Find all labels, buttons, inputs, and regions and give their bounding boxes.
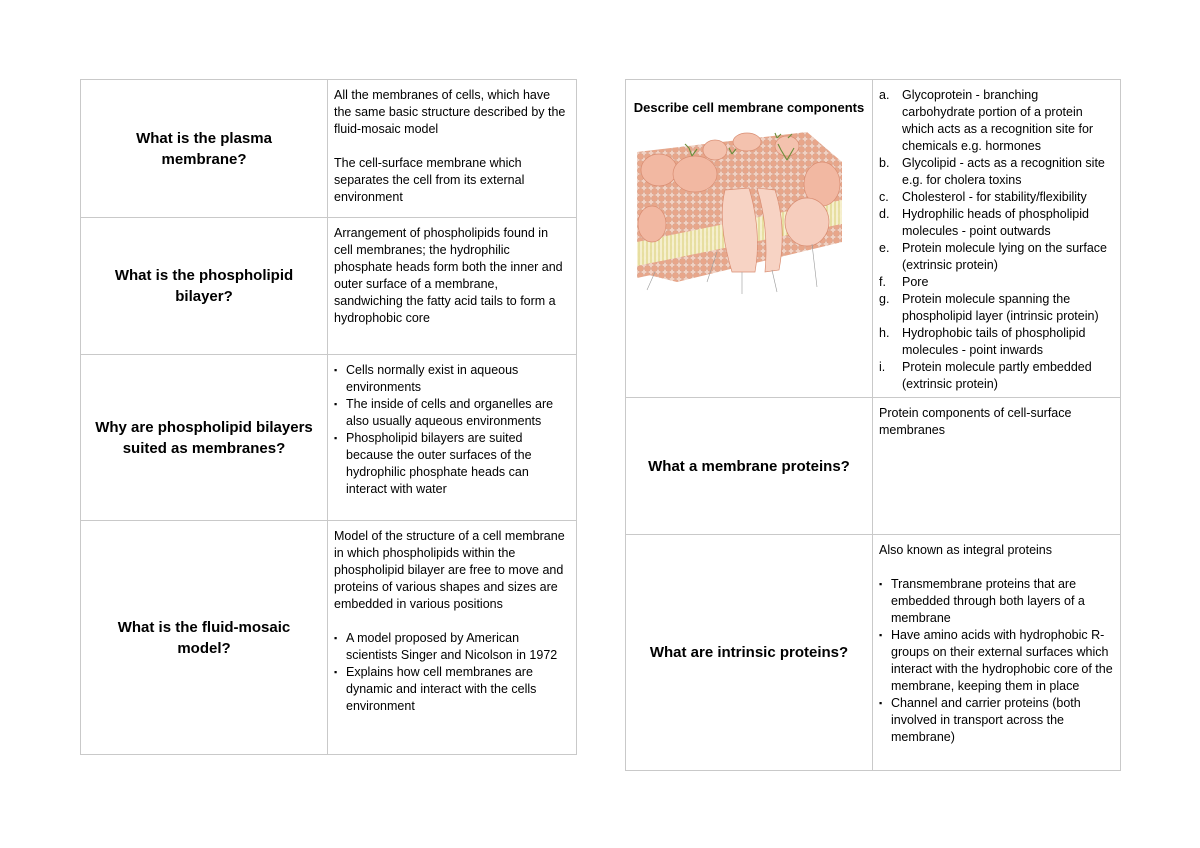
card-membrane-proteins <box>626 398 1121 535</box>
bullet-item: ▪ The inside of cells and organelles are also usually aqueous environments <box>334 396 570 430</box>
protein-blob <box>703 140 727 160</box>
bullet-list <box>334 362 570 498</box>
answer-membrane-proteins <box>873 398 1121 535</box>
item-text: Cholesterol - for stability/flexibility <box>902 190 1087 204</box>
card-intrinsic-proteins <box>626 535 1121 771</box>
answer-bilayer-suited <box>328 355 577 521</box>
component-item <box>879 240 1114 274</box>
card-plasma-membrane <box>81 80 577 218</box>
question-bilayer-suited: Why are phospholipid bilayers suited as membranes? <box>81 355 328 521</box>
component-item <box>879 155 1114 189</box>
item-marker: b. <box>879 156 890 170</box>
bullet-item: ▪ Phospholipid bilayers are suited because the outer surfaces of the hydrophilic phosphate heads can interact with water <box>334 430 570 498</box>
answer-fluid-mosaic <box>328 521 577 755</box>
component-item <box>879 291 1114 325</box>
components-answer <box>873 80 1121 398</box>
item-text: Glycolipid - acts as a recognition site e.g. for cholera toxins <box>902 156 1105 187</box>
protein-blob <box>673 156 717 192</box>
answer-intrinsic-proteins <box>873 535 1121 771</box>
answer-paragraph: Protein components of cell-surface membranes <box>879 406 1072 437</box>
item-text: Protein molecule spanning the phospholipid layer (intrinsic protein) <box>902 292 1099 323</box>
answer-plasma-membrane <box>328 80 577 218</box>
bullet-item: ▪ Have amino acids with hydrophobic R-groups on their external surfaces which interact with the hydrophobic core of the membrane, keeping them in place <box>879 627 1114 695</box>
card-phospholipid-bilayer <box>81 218 577 355</box>
item-text: Protein molecule lying on the surface (extrinsic protein) <box>902 241 1107 272</box>
item-marker: a. <box>879 88 890 102</box>
item-marker: i. <box>879 360 886 374</box>
left-flashcard-table <box>80 79 577 755</box>
bullet-item: ▪ A model proposed by American scientists Singer and Nicolson in 1972 <box>334 630 570 664</box>
component-item <box>879 87 1114 155</box>
bullet-item: ▪ Channel and carrier proteins (both involved in transport across the membrane) <box>879 695 1114 746</box>
bullet-item: ▪ Explains how cell membranes are dynamic and interact with the cells environment <box>334 664 570 715</box>
item-text: Glycoprotein - branching carbohydrate portion of a protein which acts as a recognition site for chemicals e.g. hormones <box>902 88 1094 153</box>
protein-blob <box>733 133 761 151</box>
item-marker: c. <box>879 190 889 204</box>
protein-blob <box>638 206 666 242</box>
protein-blob <box>641 154 677 186</box>
answer-paragraph: The cell-surface membrane which separates the cell from its external environment <box>334 156 525 204</box>
component-item <box>879 274 1114 291</box>
item-marker: f. <box>879 275 886 289</box>
question-fluid-mosaic: What is the fluid-mosaic model? <box>81 521 328 755</box>
item-marker: h. <box>879 326 890 340</box>
question-intrinsic-proteins: What are intrinsic proteins? <box>626 535 873 771</box>
component-item <box>879 325 1114 359</box>
right-flashcard-table <box>625 79 1121 771</box>
bullet-item: ▪ Transmembrane proteins that are embedded through both layers of a membrane <box>879 576 1114 627</box>
cell-membrane-diagram <box>637 132 842 294</box>
bullet-list <box>334 630 570 715</box>
component-item <box>879 206 1114 240</box>
component-list <box>879 87 1114 393</box>
component-item <box>879 359 1114 393</box>
item-marker: d. <box>879 207 890 221</box>
item-text: Pore <box>902 275 929 289</box>
question-membrane-components: Describe cell membrane components <box>633 100 865 115</box>
bullet-item: ▪ Cells normally exist in aqueous environments <box>334 362 570 396</box>
bullet-list <box>879 576 1114 746</box>
card-fluid-mosaic <box>81 521 577 755</box>
answer-paragraph: Also known as integral proteins <box>879 543 1053 557</box>
item-text: Protein molecule partly embedded (extrinsic protein) <box>902 360 1092 391</box>
card-membrane-components <box>626 80 1121 398</box>
item-text: Hydrophilic heads of phospholipid molecules - point outwards <box>902 207 1089 238</box>
item-marker: e. <box>879 241 890 255</box>
answer-paragraph: Arrangement of phospholipids found in cell membranes; the hydrophilic phosphate heads form both the inner and outer surface of a membrane, sandwiching the fatty acid tails to form a hydrophobic core <box>334 226 563 325</box>
question-membrane-proteins: What a membrane proteins? <box>626 398 873 535</box>
component-item <box>879 189 1114 206</box>
item-marker: g. <box>879 292 890 306</box>
protein-blob <box>785 198 829 246</box>
question-plasma-membrane: What is the plasma membrane? <box>81 80 328 218</box>
fluid-mosaic-illustration <box>637 132 842 294</box>
question-phospholipid-bilayer: What is the phospholipid bilayer? <box>81 218 328 355</box>
answer-phospholipid-bilayer <box>328 218 577 355</box>
answer-paragraph: Model of the structure of a cell membrane in which phospholipids within the phospholipid bilayer are free to move and proteins of various shapes and sizes are embedded in various positions <box>334 529 565 611</box>
answer-paragraph: All the membranes of cells, which have the same basic structure described by the fluid-mosaic model <box>334 88 566 136</box>
item-text: Hydrophobic tails of phospholipid molecules - point inwards <box>902 326 1086 357</box>
card-bilayer-suited <box>81 355 577 521</box>
components-question-cell <box>626 80 873 398</box>
